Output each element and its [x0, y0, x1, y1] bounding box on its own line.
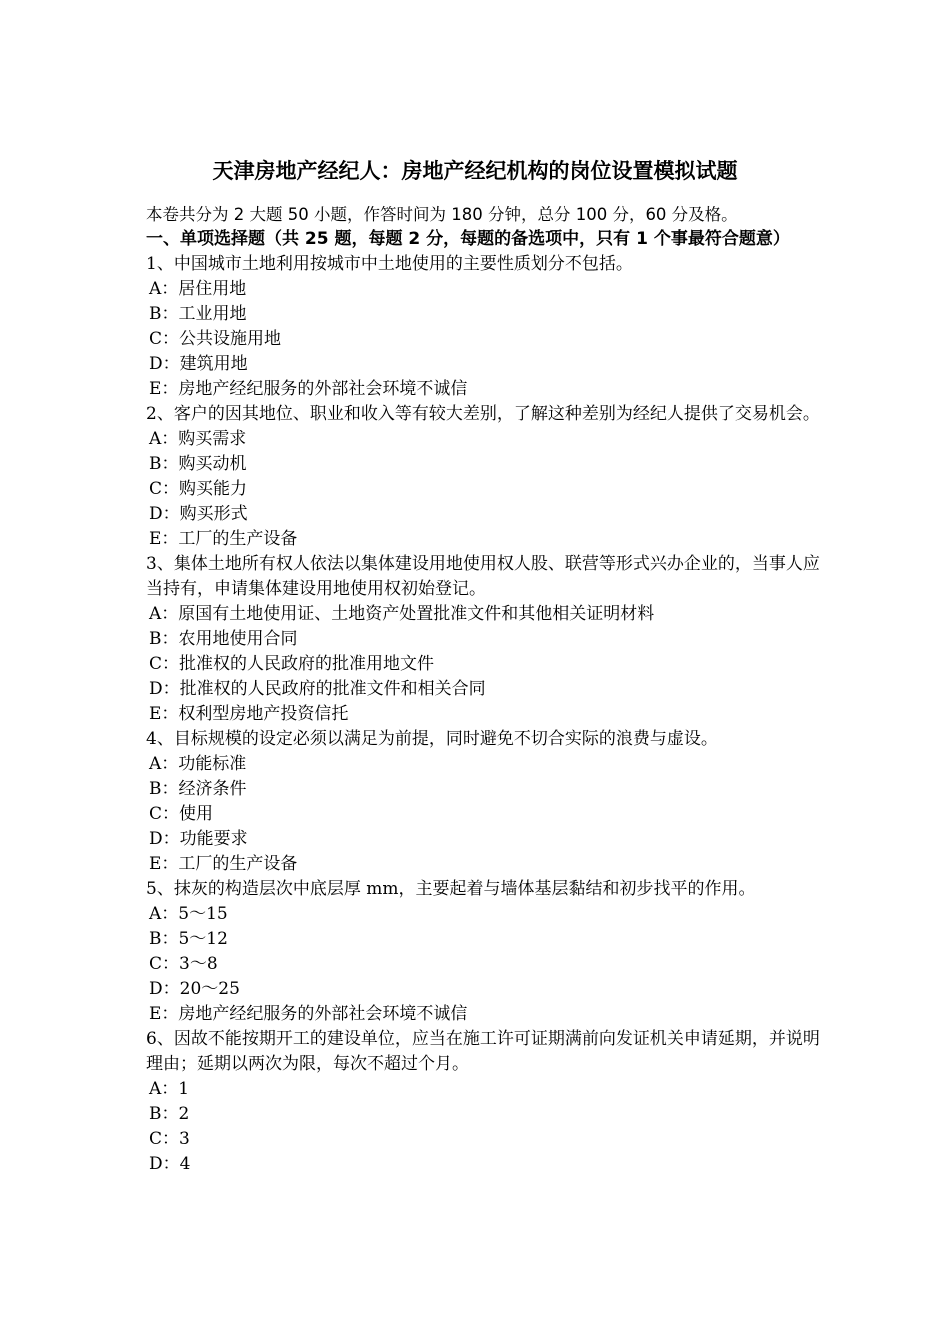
answer-option: D：购买形式: [149, 504, 248, 524]
option-list: [146, 277, 826, 402]
answer-option: C：公共设施用地: [149, 329, 282, 349]
answer-option: B：工业用地: [149, 304, 247, 324]
question-text: 3、集体土地所有权人依法以集体建设用地使用权人股、联营等形式兴办企业的，当事人应当持有，申请集体建设用地使用权初始登记。: [146, 554, 820, 599]
answer-option: C：3: [149, 1129, 190, 1149]
answer-option: B：农用地使用合同: [149, 629, 298, 649]
option-list: [146, 427, 826, 552]
question-block: [146, 252, 826, 402]
question-block: [146, 402, 826, 552]
question-text: 5、抹灰的构造层次中底层厚 mm，主要起着与墙体基层黏结和初步找平的作用。: [146, 879, 756, 899]
answer-option: C：3～8: [149, 954, 218, 974]
answer-option: D：20～25: [149, 979, 240, 999]
question-block: [146, 1027, 826, 1177]
question-text: 2、客户的因其地位、职业和收入等有较大差别，了解这种差别为经纪人提供了交易机会。: [146, 404, 820, 424]
answer-option: D：批准权的人民政府的批准文件和相关合同: [149, 679, 486, 699]
question-text: 6、因故不能按期开工的建设单位，应当在施工许可证期满前向发证机关申请延期，并说明理由；延期以两次为限，每次不超过个月。: [146, 1029, 820, 1074]
answer-option: E：工厂的生产设备: [149, 529, 298, 549]
answer-option: A：5～15: [149, 904, 228, 924]
exam-intro: 本卷共分为 2 大题 50 小题，作答时间为 180 分钟，总分 100 分，60 分及格。: [146, 205, 738, 224]
answer-option: A：居住用地: [149, 279, 247, 299]
answer-option: C：使用: [149, 804, 214, 824]
exam-content: [146, 202, 826, 1177]
question-block: [146, 552, 826, 727]
answer-option: A：功能标准: [149, 754, 247, 774]
answer-option: B：购买动机: [149, 454, 247, 474]
answer-option: B：经济条件: [149, 779, 247, 799]
question-text: 4、目标规模的设定必须以满足为前提，同时避免不切合实际的浪费与虚设。: [146, 729, 718, 749]
option-list: [146, 902, 826, 1027]
answer-option: B：2: [149, 1104, 190, 1124]
question-block: [146, 727, 826, 877]
answer-option: A：原国有土地使用证、土地资产处置批准文件和其他相关证明材料: [149, 604, 655, 624]
answer-option: E：权利型房地产投资信托: [149, 704, 349, 724]
answer-option: A：购买需求: [149, 429, 247, 449]
answer-option: E：工厂的生产设备: [149, 854, 298, 874]
option-list: [146, 1077, 826, 1177]
answer-option: E：房地产经纪服务的外部社会环境不诚信: [149, 1004, 468, 1024]
answer-option: D：建筑用地: [149, 354, 248, 374]
answer-option: D：4: [149, 1154, 191, 1174]
answer-option: A：1: [149, 1079, 190, 1099]
question-text: 1、中国城市土地利用按城市中土地使用的主要性质划分不包括。: [146, 254, 633, 274]
question-block: [146, 877, 826, 1027]
page-title: 天津房地产经纪人：房地产经纪机构的岗位设置模拟试题: [212, 159, 738, 183]
answer-option: D：功能要求: [149, 829, 248, 849]
answer-option: E：房地产经纪服务的外部社会环境不诚信: [149, 379, 468, 399]
section-title: 一、单项选择题（共 25 题，每题 2 分，每题的备选项中，只有 1 个事最符合题意）: [146, 229, 790, 249]
answer-option: C：批准权的人民政府的批准用地文件: [149, 654, 435, 674]
answer-option: B：5～12: [149, 929, 228, 949]
question-list: [146, 252, 826, 1177]
answer-option: C：购买能力: [149, 479, 248, 499]
option-list: [146, 602, 826, 727]
option-list: [146, 752, 826, 877]
